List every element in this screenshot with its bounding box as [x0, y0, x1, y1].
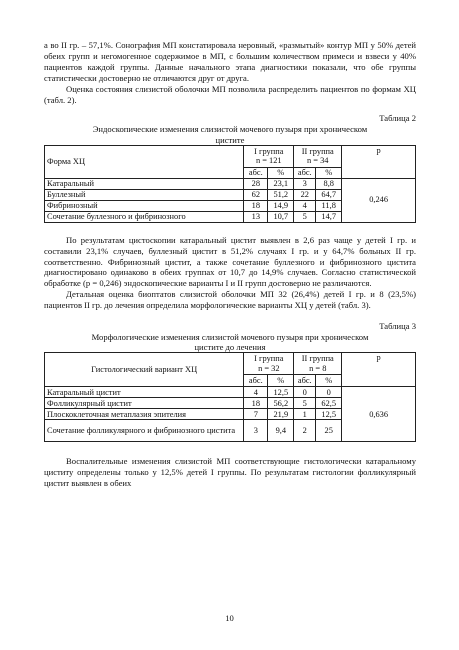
- table2-subheader-abs: абс.: [294, 167, 316, 178]
- cell-g2-pct: 8,8: [316, 178, 342, 189]
- table2-subheader-pct: %: [316, 167, 342, 178]
- cell-g2-abs: 5: [294, 398, 316, 409]
- cell-g1-abs: 62: [244, 189, 268, 200]
- cell-g2-abs: 1: [294, 409, 316, 420]
- cell-name: Фибринозный: [45, 200, 244, 211]
- cell-name: Сочетание фолликулярного и фибринозного цистита: [45, 420, 244, 442]
- table3-caption: Таблица 3: [379, 321, 416, 332]
- cell-g1-abs: 18: [244, 398, 268, 409]
- cell-g1-pct: 10,7: [268, 211, 294, 222]
- table2-p-value: 0,246: [342, 178, 416, 222]
- table3-header-group1: I группа n = 32: [244, 353, 294, 375]
- cell-name: Буллезный: [45, 189, 244, 200]
- cell-g1-pct: 14,9: [268, 200, 294, 211]
- table3-header-group2: II группа n = 8: [294, 353, 342, 375]
- paragraph-end: Воспалительные изменения слизистой МП соответствующие гистологически катаральному циститу определены только у 12,5% детей I группы. По результатам гистологии фолликулярный цистит выявлен в обеих: [44, 456, 416, 489]
- table3-subheader-pct: %: [316, 375, 342, 387]
- table2: [44, 145, 416, 223]
- cell-name: Фолликулярный цистит: [45, 398, 244, 409]
- cell-g2-pct: 25: [316, 420, 342, 442]
- cell-g2-abs: 3: [294, 178, 316, 189]
- cell-g1-pct: 51,2: [268, 189, 294, 200]
- table-row: [45, 387, 416, 398]
- cell-g1-pct: 12,5: [268, 387, 294, 398]
- table2-header-p: p: [342, 145, 416, 178]
- cell-g2-abs: 0: [294, 387, 316, 398]
- paragraph-intro-1: а во II гр. – 57,1%. Сонография МП констатировала неровный, «размытый» контур МП у 50% детей обеих групп и негомогенное содержимое в МП, с большим количеством примеси и взвеси у 40% пациентов каждой группы. Данные начального этапа диагностики показали, что обе группы статистически достоверно не отличаются друг от друга.: [44, 40, 416, 83]
- cell-g2-pct: 64,7: [316, 189, 342, 200]
- cell-g1-pct: 21,9: [268, 409, 294, 420]
- page-number: 10: [225, 613, 234, 623]
- cell-name: Катаральный цистит: [45, 387, 244, 398]
- cell-name: Плоскоклеточная метаплазия эпителия: [45, 409, 244, 420]
- cell-g2-pct: 11,8: [316, 200, 342, 211]
- table3-title: Морфологические изменения слизистой мочевого пузыря при хроническом цистите до лечения: [91, 332, 369, 353]
- table2-header-form: Форма ХЦ: [45, 145, 244, 178]
- cell-g1-abs: 3: [244, 420, 268, 442]
- cell-g1-abs: 4: [244, 387, 268, 398]
- table3-p-value: 0,636: [342, 387, 416, 442]
- table3-header-variant: Гистологический вариант ХЦ: [45, 353, 244, 387]
- cell-g1-pct: 56,2: [268, 398, 294, 409]
- table3-header-p: p: [342, 353, 416, 387]
- cell-g2-abs: 5: [294, 211, 316, 222]
- cell-g2-abs: 4: [294, 200, 316, 211]
- table-row: [45, 178, 416, 189]
- table2-caption: Таблица 2: [379, 113, 416, 124]
- table3: [44, 352, 416, 442]
- table3-subheader-abs: абс.: [294, 375, 316, 387]
- table2-subheader-abs: абс.: [244, 167, 268, 178]
- paragraph-mid-1: По результатам цистоскопии катаральный цистит выявлен в 2,6 раз чаще у детей I гр. и составили 23,1% случаев, буллезный цистит в 51,2% случаях I гр. и у 64,7% больных II гр. соответственно. Фибринозный цистит, а также сочетание буллезного и фибринозного цистита диагностировано одинаково в обеих группах от 10,7 до 14,9% случаев. Согласно статистической обработке (p = 0,246) эндоскопические варианты I и II групп достоверно не различаются.: [44, 234, 416, 289]
- document-page: [44, 40, 416, 489]
- cell-g1-pct: 9,4: [268, 420, 294, 442]
- cell-name: Сочетание буллезного и фибринозного: [45, 211, 244, 222]
- paragraph-intro-2: Оценка состояния слизистой оболочки МП позволила распределить пациентов по формам ХЦ (табл. 2).: [44, 83, 416, 105]
- cell-g1-abs: 28: [244, 178, 268, 189]
- cell-name: Катаральный: [45, 178, 244, 189]
- cell-g1-abs: 13: [244, 211, 268, 222]
- cell-g2-abs: 2: [294, 420, 316, 442]
- table2-header-group1: I группа n = 121: [244, 145, 294, 167]
- cell-g2-pct: 12,5: [316, 409, 342, 420]
- table2-subheader-pct: %: [268, 167, 294, 178]
- cell-g2-pct: 0: [316, 387, 342, 398]
- cell-g1-pct: 23,1: [268, 178, 294, 189]
- paragraph-mid-2: Детальная оценка биоптатов слизистой оболочки МП 32 (26,4%) детей I гр. и 8 (23,5%) пациентов II гр. до лечения определила морфологические варианты ХЦ у детей (табл. 3).: [44, 289, 416, 311]
- cell-g1-abs: 18: [244, 200, 268, 211]
- cell-g1-abs: 7: [244, 409, 268, 420]
- cell-g2-pct: 62,5: [316, 398, 342, 409]
- cell-g2-pct: 14,7: [316, 211, 342, 222]
- cell-g2-abs: 22: [294, 189, 316, 200]
- table2-title: Эндоскопические изменения слизистой мочевого пузыря при хроническом цистите: [92, 124, 368, 145]
- table3-subheader-pct: %: [268, 375, 294, 387]
- table2-header-group2: II группа n = 34: [294, 145, 342, 167]
- table3-subheader-abs: абс.: [244, 375, 268, 387]
